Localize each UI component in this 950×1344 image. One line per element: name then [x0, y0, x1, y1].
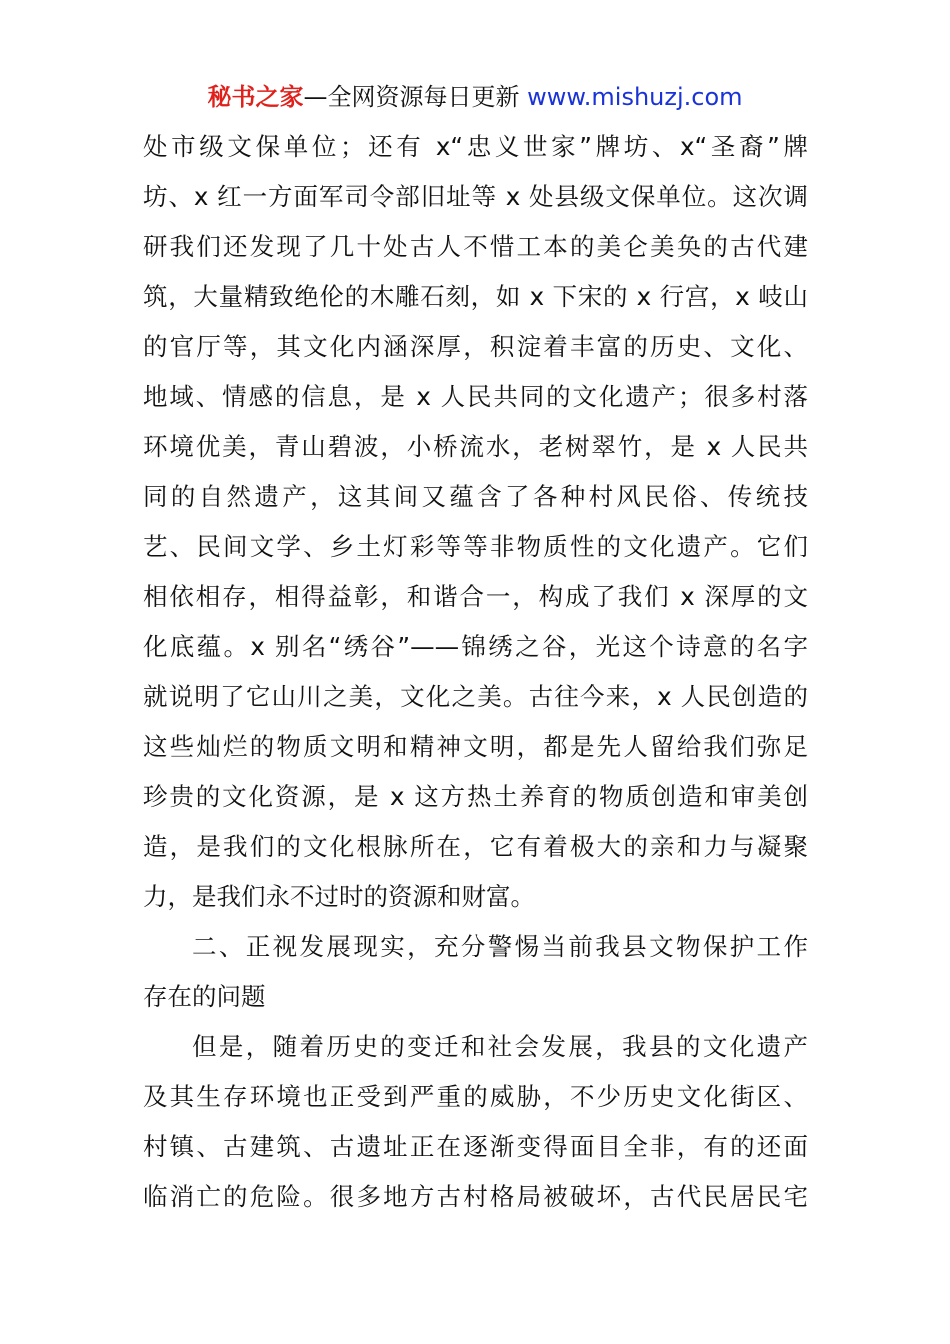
text-line: 村镇、古建筑、古遗址正在逐渐变得面目全非，有的还面: [143, 1132, 808, 1161]
section-heading: 二、正视发展现实，充分警惕当前我县文物保护工作: [192, 932, 808, 961]
text-line: 坊、x 红一方面军司令部旧址等 x 处县级文保单位。这次调: [143, 182, 808, 211]
text-line: 的官厅等，其文化内涵深厚，积淀着丰富的历史、文化、: [143, 332, 808, 361]
site-url-link[interactable]: www.mishuzj.com: [527, 83, 743, 111]
page-header: [0, 80, 950, 114]
text-line: 处市级文保单位；还有 x“忠义世家”牌坊、x“圣裔”牌: [143, 132, 808, 161]
section-heading-end: 存在的问题: [143, 982, 266, 1011]
text-line: 造，是我们的文化根脉所在，它有着极大的亲和力与凝聚: [143, 832, 808, 861]
text-line: 这些灿烂的物质文明和精神文明，都是先人留给我们弥足: [143, 732, 808, 761]
text-line: 临消亡的危险。很多地方古村格局被破坏，古代民居民宅: [143, 1182, 808, 1211]
brand-name: 秘书之家: [207, 83, 304, 111]
text-line: 研我们还发现了几十处古人不惜工本的美仑美奂的古代建: [143, 232, 808, 261]
text-line: 同的自然遗产，这其间又蕴含了各种村风民俗、传统技: [143, 482, 808, 511]
text-line: 化底蕴。x 别名“绣谷”——锦绣之谷，光这个诗意的名字: [143, 632, 808, 661]
text-line: 及其生存环境也正受到严重的威胁，不少历史文化街区、: [143, 1082, 808, 1111]
text-line: 珍贵的文化资源，是 x 这方热土养育的物质创造和审美创: [143, 782, 808, 811]
paragraph-end-line: 力，是我们永不过时的资源和财富。: [143, 882, 535, 911]
text-line: 地域、情感的信息，是 x 人民共同的文化遗产；很多村落: [143, 382, 808, 411]
text-line: 就说明了它山川之美，文化之美。古往今来，x 人民创造的: [143, 682, 808, 711]
text-line: 艺、民间文学、乡土灯彩等等非物质性的文化遗产。它们: [143, 532, 808, 561]
text-line: 环境优美，青山碧波，小桥流水，老树翠竹，是 x 人民共: [143, 432, 808, 461]
paragraph-start-line: 但是，随着历史的变迁和社会发展，我县的文化遗产: [192, 1032, 808, 1061]
text-line: 筑，大量精致绝伦的木雕石刻，如 x 下宋的 x 行宫，x 岐山: [143, 282, 808, 311]
header-slogan: —全网资源每日更新: [303, 83, 520, 111]
document-body: [143, 122, 808, 1222]
text-line: 相依相存，相得益彰，和谐合一，构成了我们 x 深厚的文: [143, 582, 808, 611]
